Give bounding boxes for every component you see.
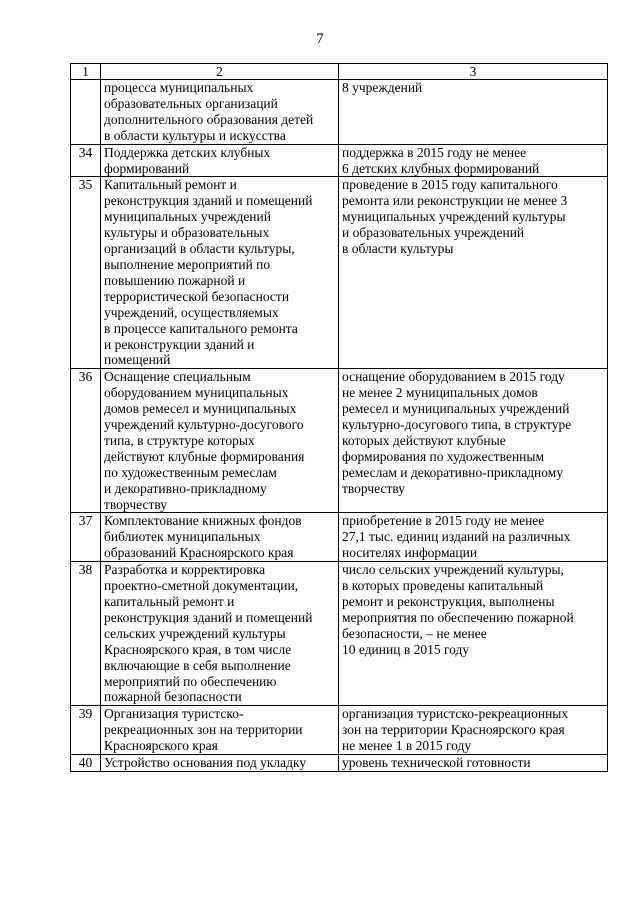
indicator-line: ремеслам и декоративно-прикладному — [342, 464, 564, 480]
description-line: Красноярского края, в том числе — [104, 641, 292, 657]
indicator-line: 6 детских клубных формирований — [342, 160, 540, 176]
indicator-line: мероприятия по обеспечению пожарной — [342, 609, 574, 625]
indicator-line: 27,1 тыс. единиц изданий на различных — [342, 529, 571, 545]
measure-description-cell — [101, 755, 339, 772]
indicator-line: безопасности, – не менее — [342, 625, 487, 641]
target-indicator-cell — [339, 562, 608, 706]
table-row — [71, 755, 608, 772]
description-line: культуры и образовательных — [104, 225, 270, 241]
table-row — [71, 513, 608, 562]
description-line: учреждений, осуществляемых — [104, 304, 279, 320]
table-body — [71, 64, 608, 772]
target-indicator-cell — [339, 177, 608, 369]
description-line: дополнительного образования детей — [104, 111, 314, 127]
description-line: по художественным ремеслам — [104, 464, 277, 480]
description-line: муниципальных учреждений — [104, 209, 271, 225]
header-col-1: 1 — [71, 64, 101, 80]
indicator-line: муниципальных учреждений культуры — [342, 209, 566, 225]
row-number-cell: 34 — [71, 144, 101, 177]
description-line: Устройство основания под укладку — [104, 755, 307, 771]
indicator-line: ремонт и реконструкция, выполнены — [342, 594, 555, 609]
indicator-line: в области культуры — [342, 241, 454, 257]
row-number-cell: 37 — [71, 513, 101, 562]
indicator-line: носителях информации — [342, 545, 478, 561]
description-line: образований Красноярского края — [104, 545, 294, 561]
description-line: реконструкция зданий и помещений — [104, 193, 313, 209]
description-line: оборудованием муниципальных — [104, 385, 289, 401]
indicator-line: приобретение в 2015 году не менее — [342, 513, 545, 529]
target-indicator-cell — [339, 755, 608, 772]
indicator-line: оснащение оборудованием в 2015 году — [342, 369, 565, 385]
table-row — [71, 144, 608, 177]
indicator-line: 8 учреждений — [342, 80, 423, 95]
measure-description-cell — [101, 80, 339, 145]
indicator-line: которых действуют клубные — [342, 432, 506, 448]
description-line: Красноярского края — [104, 738, 218, 754]
description-line: мероприятий по обеспечению — [104, 673, 277, 689]
description-line: типа, в структуре которых — [104, 432, 255, 448]
description-line: в области культуры и искусства — [104, 127, 286, 143]
measure-description-cell — [101, 562, 339, 706]
indicator-line: формирования по художественным — [342, 448, 545, 464]
indicator-line: организация туристско-рекреационных — [342, 706, 569, 722]
description-line: образовательных организаций — [104, 95, 278, 111]
description-line: Разработка и корректировка — [104, 562, 266, 578]
target-indicator-cell — [339, 369, 608, 513]
page-number: 7 — [316, 31, 324, 47]
indicator-line: культурно-досугового типа, в структуре — [342, 417, 572, 433]
header-col-3: 3 — [339, 64, 608, 80]
description-line: террористической безопасности — [104, 288, 290, 304]
description-line: Комплектование книжных фондов — [104, 513, 302, 529]
row-number-cell — [71, 80, 101, 145]
description-line: Организация туристско- — [104, 706, 244, 722]
description-line: пожарной безопасности — [104, 689, 242, 705]
row-number-cell: 36 — [71, 369, 101, 513]
measure-description-cell — [101, 177, 339, 369]
indicator-line: и образовательных учреждений — [342, 225, 525, 241]
indicator-line: уровень технической готовности — [342, 755, 531, 771]
description-line: формирований — [104, 160, 190, 176]
description-line: Капитальный ремонт и — [104, 177, 237, 193]
description-line: выполнение мероприятий по — [104, 256, 271, 272]
description-line: включающие в себя выполнение — [104, 657, 291, 673]
table-row — [71, 369, 608, 513]
target-indicator-cell — [339, 706, 608, 755]
measure-description-cell — [101, 144, 339, 177]
indicator-line: проведение в 2015 году капитального — [342, 177, 558, 193]
table-header-row — [71, 64, 608, 80]
measure-description-cell — [101, 706, 339, 755]
target-indicator-cell — [339, 80, 608, 145]
description-line: действуют клубные формирования — [104, 448, 305, 464]
description-line: помещений — [104, 352, 171, 368]
row-number-cell: 38 — [71, 562, 101, 706]
description-line: учреждений культурно-досугового — [104, 417, 304, 433]
indicator-line: творчеству — [342, 480, 406, 496]
description-line: процесса муниципальных — [104, 80, 254, 95]
indicator-line: в которых проведены капитальный — [342, 578, 544, 594]
table-row — [71, 80, 608, 145]
measure-description-cell — [101, 513, 339, 562]
description-line: Поддержка детских клубных — [104, 144, 271, 160]
indicator-line: ремесел и муниципальных учреждений — [342, 401, 570, 417]
description-line: повышению пожарной и — [104, 272, 246, 288]
header-col-2: 2 — [101, 64, 339, 80]
row-number-cell: 35 — [71, 177, 101, 369]
description-line: сельских учреждений культуры — [104, 625, 286, 641]
description-line: и декоративно-прикладному — [104, 480, 267, 496]
description-line: рекреационных зон на территории — [104, 722, 303, 738]
description-line: библиотек муниципальных — [104, 529, 261, 545]
description-line: в процессе капитального ремонта — [104, 320, 298, 336]
description-line: капитальный ремонт и — [104, 594, 235, 609]
indicator-line: поддержка в 2015 году не менее — [342, 144, 527, 160]
indicator-line: 10 единиц в 2015 году — [342, 641, 470, 657]
measure-description-cell — [101, 369, 339, 513]
table-row — [71, 177, 608, 369]
indicator-line: не менее 2 муниципальных домов — [342, 385, 538, 401]
indicator-line: зон на территории Красноярского края — [342, 722, 565, 738]
indicator-line: не менее 1 в 2015 году — [342, 738, 472, 754]
description-line: Оснащение специальным — [104, 369, 251, 385]
row-number-cell: 40 — [71, 755, 101, 772]
description-line: домов ремесел и муниципальных — [104, 401, 297, 417]
description-line: проектно-сметной документации, — [104, 578, 299, 594]
description-line: организаций в области культуры, — [104, 241, 295, 257]
indicator-line: число сельских учреждений культуры, — [342, 562, 564, 578]
indicator-line: ремонта или реконструкции не менее 3 — [342, 193, 568, 209]
target-indicator-cell — [339, 513, 608, 562]
row-number-cell: 39 — [71, 706, 101, 755]
description-line: творчеству — [104, 496, 168, 512]
table-row — [71, 706, 608, 755]
description-line: и реконструкции зданий и — [104, 336, 255, 352]
description-line: реконструкция зданий и помещений — [104, 609, 313, 625]
table-row — [71, 562, 608, 706]
target-indicator-cell — [339, 144, 608, 177]
measures-table — [70, 63, 608, 772]
